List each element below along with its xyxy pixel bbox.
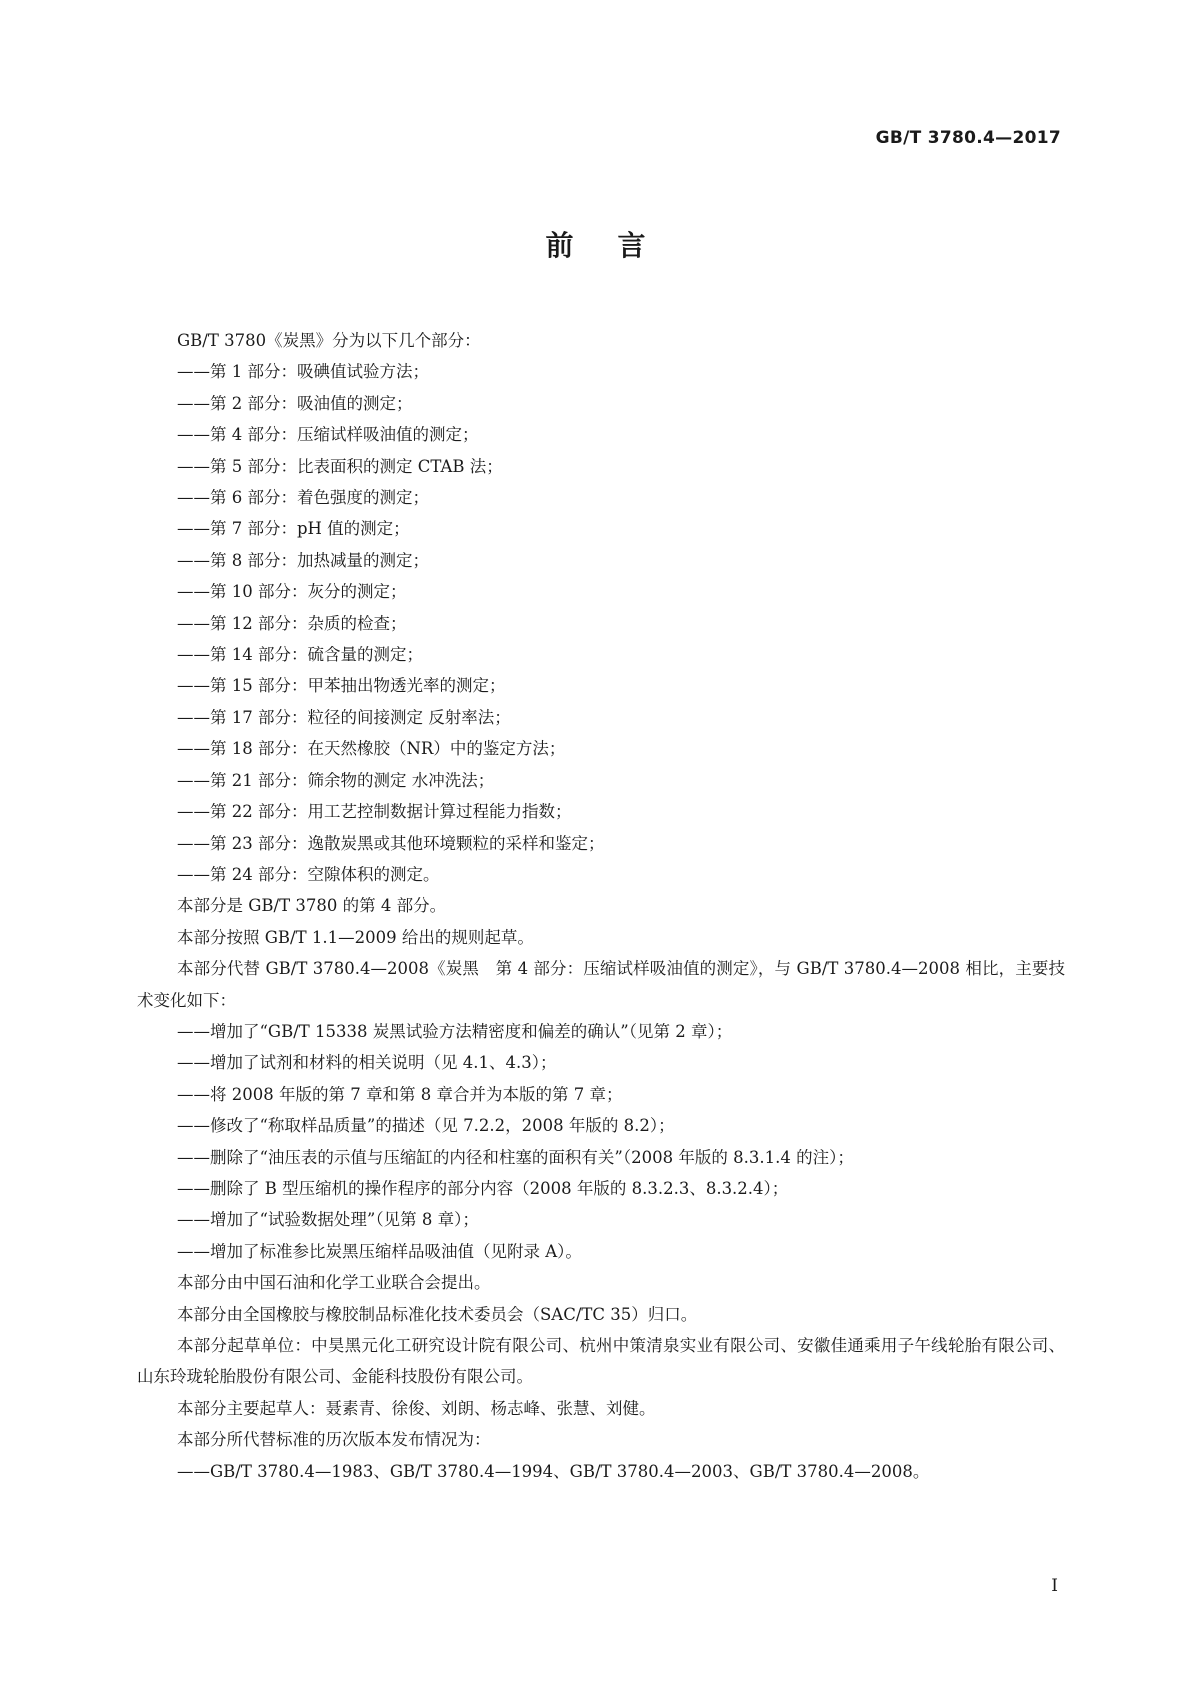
standard-number: GB/T 3780.4—2017	[875, 128, 1061, 148]
paragraph: 本部分按照 GB/T 1.1—2009 给出的规则起草。	[177, 927, 534, 947]
paragraph: 本部分主要起草人：聂素青、徐俊、刘朗、杨志峰、张慧、刘健。	[177, 1398, 656, 1418]
list-item: ——第 2 部分：吸油值的测定；	[177, 393, 413, 413]
list-item: ——第 21 部分：筛余物的测定 水冲洗法；	[177, 770, 495, 790]
list-item: ——删除了“油压表的示值与压缩缸的内径和柱塞的面积有关”（2008 年版的 8.3.1.4 的注）；	[177, 1147, 854, 1167]
list-item: ——第 22 部分：用工艺控制数据计算过程能力指数；	[177, 802, 572, 822]
list-item: ——第 12 部分：杂质的检查；	[177, 613, 407, 633]
list-item: ——第 6 部分：着色强度的测定；	[177, 488, 429, 508]
list-item: ——增加了“GB/T 15338 炭黑试验方法精密度和偏差的确认”（见第 2 章）；	[177, 1021, 733, 1041]
page-title-char-1: 前	[545, 229, 574, 262]
list-item: ——第 8 部分：加热减量的测定；	[177, 550, 429, 570]
list-item: ——将 2008 年版的第 7 章和第 8 章合并为本版的第 7 章；	[177, 1084, 623, 1104]
list-item: ——第 14 部分：硫含量的测定；	[177, 645, 423, 665]
list-item: ——第 7 部分：pH 值的测定；	[177, 519, 410, 539]
paragraph: 本部分是 GB/T 3780 的第 4 部分。	[177, 896, 447, 916]
list-item: ——增加了“试验数据处理”（见第 8 章）；	[177, 1210, 479, 1230]
paragraph: GB/T 3780《炭黑》分为以下几个部分：	[177, 331, 481, 350]
list-item: ——第 10 部分：灰分的测定；	[177, 582, 407, 602]
list-item: ——修改了“称取样品质量”的描述（见 7.2.2，2008 年版的 8.2）；	[177, 1116, 675, 1136]
paragraph: 本部分由中国石油和化学工业联合会提出。	[177, 1273, 491, 1293]
list-item: ——GB/T 3780.4—1983、GB/T 3780.4—1994、GB/T 3780.4—2003、GB/T 3780.4—2008。	[177, 1461, 930, 1481]
list-item: ——第 17 部分：粒径的间接测定 反射率法；	[177, 707, 511, 727]
paragraph: 本部分起草单位：中昊黑元化工研究设计院有限公司、杭州中策清泉实业有限公司、安徽佳通乘用子午线轮胎有限公司、山东玲珑轮胎股份有限公司、金能科技股份有限公司。	[137, 1336, 1065, 1387]
list-item: ——第 5 部分：比表面积的测定 CTAB 法；	[177, 456, 503, 476]
page-title-char-2: 言	[617, 229, 646, 262]
list-item: ——第 23 部分：逸散炭黑或其他环境颗粒的采样和鉴定；	[177, 833, 605, 853]
paragraph: 本部分代替 GB/T 3780.4—2008《炭黑 第 4 部分：压缩试样吸油值的测定》，与 GB/T 3780.4—2008 相比，主要技术变化如下：	[137, 959, 1065, 1010]
page-title	[0, 224, 1191, 264]
list-item: ——第 15 部分：甲苯抽出物透光率的测定；	[177, 676, 506, 696]
list-item: ——第 18 部分：在天然橡胶（NR）中的鉴定方法；	[177, 739, 566, 759]
list-item: ——第 1 部分：吸碘值试验方法；	[177, 362, 429, 382]
list-item: ——第 4 部分：压缩试样吸油值的测定；	[177, 425, 479, 445]
page-number: I	[1051, 1576, 1058, 1596]
list-item: ——增加了试剂和材料的相关说明（见 4.1、4.3）；	[177, 1053, 557, 1073]
paragraph: 本部分所代替标准的历次版本发布情况为：	[177, 1430, 491, 1450]
list-item: ——增加了标准参比炭黑压缩样品吸油值（见附录 A）。	[177, 1241, 582, 1261]
paragraph: 本部分由全国橡胶与橡胶制品标准化技术委员会（SAC/TC 35）归口。	[177, 1304, 698, 1324]
list-item: ——第 24 部分：空隙体积的测定。	[177, 864, 440, 884]
list-item: ——删除了 B 型压缩机的操作程序的部分内容（2008 年版的 8.3.2.3、8.3.2.4）；	[177, 1178, 789, 1198]
foreword-body	[137, 325, 1065, 1487]
